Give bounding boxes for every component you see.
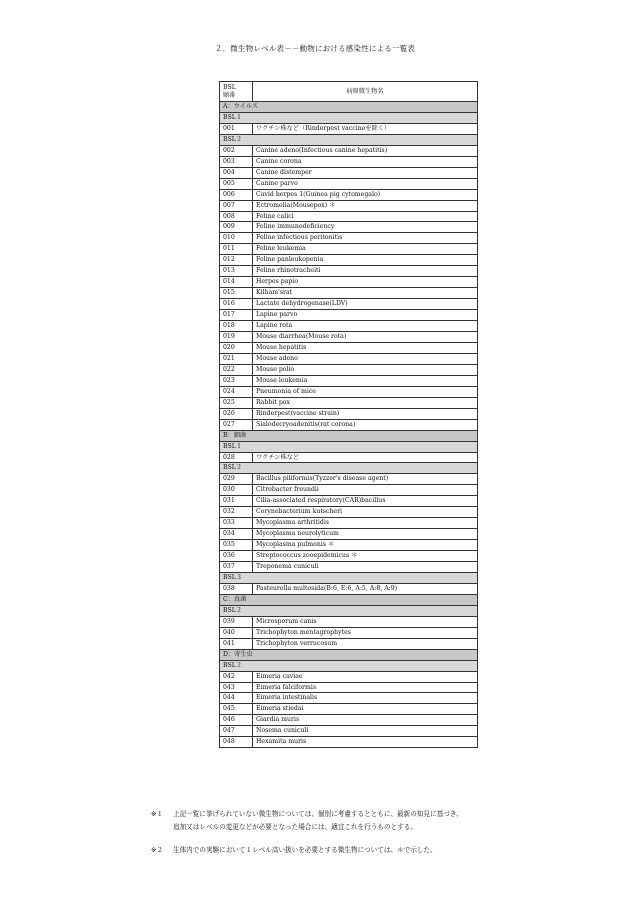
table-row	[220, 233, 478, 244]
order-number: 021	[220, 353, 253, 364]
table-row	[220, 529, 478, 540]
pathogen-name: Eimeria caviae	[253, 671, 478, 682]
pathogen-name: Herpes papio	[253, 277, 478, 288]
category-label: B：細菌	[220, 430, 478, 441]
pathogen-name: Citrobacter freundii	[253, 485, 478, 496]
order-number: 041	[220, 638, 253, 649]
order-number: 010	[220, 233, 253, 244]
table-row	[220, 704, 478, 715]
table-row	[220, 737, 478, 748]
category-label: C：真菌	[220, 594, 478, 605]
order-number: 025	[220, 397, 253, 408]
order-number: 016	[220, 299, 253, 310]
bsl-table	[219, 81, 478, 748]
order-number: 007	[220, 200, 253, 211]
bsl-level-row	[220, 112, 478, 123]
table-row	[220, 419, 478, 430]
order-number: 019	[220, 332, 253, 343]
pathogen-name: Feline calici	[253, 211, 478, 222]
table-row	[220, 638, 478, 649]
bsl-level-row	[220, 572, 478, 583]
footnote-mark: ※１	[151, 810, 164, 818]
category-label: D：寄生虫	[220, 649, 478, 660]
table-row	[220, 353, 478, 364]
table-row	[220, 518, 478, 529]
table-row	[220, 693, 478, 704]
header-bsl-cell	[220, 82, 253, 102]
bsl-level-label: BSL１	[220, 112, 478, 123]
bsl-level-row	[220, 660, 478, 671]
pathogen-name: Mouse hepatitis	[253, 342, 478, 353]
bsl-level-label: BSL２	[220, 605, 478, 616]
bsl-level-row	[220, 134, 478, 145]
order-number: 005	[220, 178, 253, 189]
order-number: 022	[220, 364, 253, 375]
order-number: 023	[220, 375, 253, 386]
pathogen-name: Cilia-associated respiratory(CAR)bacillus	[253, 496, 478, 507]
bsl-level-row	[220, 441, 478, 452]
pathogen-name: Feline leukemia	[253, 244, 478, 255]
order-number: 006	[220, 189, 253, 200]
page-title: ２．微生物レベル表－－動物における感染性による一覧表	[214, 44, 416, 53]
order-number: 031	[220, 496, 253, 507]
table-row	[220, 277, 478, 288]
pathogen-name: Corynebacterium kutscheri	[253, 507, 478, 518]
order-number: 042	[220, 671, 253, 682]
table-row	[220, 255, 478, 266]
order-number: 018	[220, 321, 253, 332]
order-number: 011	[220, 244, 253, 255]
pathogen-name: Mycoplasma arthritidis	[253, 518, 478, 529]
pathogen-name: Mouse adeno	[253, 353, 478, 364]
order-number: 048	[220, 737, 253, 748]
order-number: 034	[220, 529, 253, 540]
table-row	[220, 726, 478, 737]
table-row	[220, 386, 478, 397]
table-row	[220, 627, 478, 638]
table-row	[220, 321, 478, 332]
table-row	[220, 715, 478, 726]
order-number: 032	[220, 507, 253, 518]
table-row	[220, 364, 478, 375]
table-row	[220, 375, 478, 386]
pathogen-name: Sialodecryoadenitis(rat corona)	[253, 419, 478, 430]
table-row	[220, 562, 478, 573]
order-number: 014	[220, 277, 253, 288]
header-bsl: BSL	[223, 84, 236, 91]
pathogen-name: ワクチン株など	[253, 452, 478, 463]
footnote-text-continued: 追加又はレベルの変更などが必要となった場合には、適宜これを行うものとする。	[173, 823, 417, 831]
table-row	[220, 299, 478, 310]
pathogen-name: Feline immunodeficiency	[253, 222, 478, 233]
pathogen-name: Lapine parvo	[253, 310, 478, 321]
order-number: 002	[220, 145, 253, 156]
table-row	[220, 332, 478, 343]
order-number: 003	[220, 156, 253, 167]
table-row	[220, 342, 478, 353]
table-row	[220, 671, 478, 682]
table-row	[220, 397, 478, 408]
table-row	[220, 507, 478, 518]
table-row	[220, 200, 478, 211]
category-header-row	[220, 649, 478, 660]
pathogen-name: Canine distemper	[253, 167, 478, 178]
table-row	[220, 266, 478, 277]
pathogen-name: Eimeria falciformis	[253, 682, 478, 693]
order-number: 013	[220, 266, 253, 277]
table-row	[220, 156, 478, 167]
table-row	[220, 452, 478, 463]
pathogen-name: Lactate dehydrogenase(LDV)	[253, 299, 478, 310]
pathogen-name: Mouse diarrhea(Mouse rota)	[253, 332, 478, 343]
pathogen-name: Rinderpest(vaccine strain)	[253, 408, 478, 419]
pathogen-name: Pasteurella multosida(B:6, E:6, A:5, A:8, A:9)	[253, 583, 478, 594]
pathogen-name: Giardia muris	[253, 715, 478, 726]
pathogen-name: Mouse polio	[253, 364, 478, 375]
order-number: 045	[220, 704, 253, 715]
pathogen-name: Pneumonia of mice	[253, 386, 478, 397]
pathogen-name: Mycoplasma neurolyticum	[253, 529, 478, 540]
pathogen-name: ワクチン株など（Rinderpest vaccineを除く）	[253, 123, 478, 134]
table-row	[220, 123, 478, 134]
table-row	[220, 616, 478, 627]
order-number: 015	[220, 288, 253, 299]
table-row	[220, 178, 478, 189]
table-row	[220, 474, 478, 485]
footnotes	[151, 808, 611, 867]
table-row	[220, 540, 478, 551]
order-number: 029	[220, 474, 253, 485]
pathogen-name: Nosema cuniculi	[253, 726, 478, 737]
order-number: 026	[220, 408, 253, 419]
pathogen-name: Kilham'srat	[253, 288, 478, 299]
order-number: 035	[220, 540, 253, 551]
bsl-level-label: BSL２	[220, 134, 478, 145]
pathogen-name: Microsporum canis	[253, 616, 478, 627]
order-number: 039	[220, 616, 253, 627]
pathogen-name: Rabbit pox	[253, 397, 478, 408]
footnote-text: 上記一覧に挙げられていない微生物については、個別に考慮するとともに、最新の知見に基づき、	[173, 810, 463, 818]
pathogen-name: Cavid herpes 1(Guinea pig cytomegalo)	[253, 189, 478, 200]
footnote-text: 生体内での実験において１レベル高い扱いを必要とする微生物については、＊で示した。	[173, 846, 437, 854]
pathogen-name: Treponema cuniculi	[253, 562, 478, 573]
pathogen-name: Canine parvo	[253, 178, 478, 189]
order-number: 043	[220, 682, 253, 693]
table-row	[220, 485, 478, 496]
category-header-row	[220, 102, 478, 113]
pathogen-name: Canine adeno(Infectious canine hepatitis)	[253, 145, 478, 156]
table-row	[220, 682, 478, 693]
pathogen-name: Mycoplasma pulmonis ＊	[253, 540, 478, 551]
pathogen-name: Hexamita muris	[253, 737, 478, 748]
order-number: 033	[220, 518, 253, 529]
order-number: 009	[220, 222, 253, 233]
header-name: 病原微生物名	[253, 82, 478, 102]
table-row	[220, 244, 478, 255]
order-number: 038	[220, 583, 253, 594]
table-row	[220, 222, 478, 233]
pathogen-name: Trichophyton verrucosum	[253, 638, 478, 649]
table-row	[220, 189, 478, 200]
pathogen-name: Feline panleukopenia	[253, 255, 478, 266]
order-number: 004	[220, 167, 253, 178]
category-header-row	[220, 594, 478, 605]
pathogen-name: Trichophyton mentagrophytes	[253, 627, 478, 638]
table-row	[220, 551, 478, 562]
category-header-row	[220, 430, 478, 441]
footnote-2	[151, 844, 611, 857]
pathogen-name: Feline infectious peritonitis	[253, 233, 478, 244]
bsl-level-label: BSL２	[220, 463, 478, 474]
table-header-row	[220, 82, 478, 102]
order-number: 030	[220, 485, 253, 496]
order-number: 008	[220, 211, 253, 222]
pathogen-name: Lapine rota	[253, 321, 478, 332]
bsl-level-row	[220, 463, 478, 474]
order-number: 020	[220, 342, 253, 353]
table-row	[220, 583, 478, 594]
pathogen-name: Ectromelia(Mousepox) ＊	[253, 200, 478, 211]
bsl-level-label: BSL２	[220, 660, 478, 671]
table-row	[220, 496, 478, 507]
order-number: 047	[220, 726, 253, 737]
table-row	[220, 310, 478, 321]
bsl-level-row	[220, 605, 478, 616]
bsl-level-label: BSL３	[220, 572, 478, 583]
pathogen-name: Canine corona	[253, 156, 478, 167]
order-number: 024	[220, 386, 253, 397]
category-label: A：ウイルス	[220, 102, 478, 113]
order-number: 037	[220, 562, 253, 573]
order-number: 017	[220, 310, 253, 321]
order-number: 044	[220, 693, 253, 704]
pathogen-name: Mouse leukemia	[253, 375, 478, 386]
header-order: 順番	[223, 92, 236, 99]
pathogen-name: Bacillus piliformis(Tyzzer's disease agent)	[253, 474, 478, 485]
order-number: 028	[220, 452, 253, 463]
order-number: 040	[220, 627, 253, 638]
table-row	[220, 167, 478, 178]
order-number: 046	[220, 715, 253, 726]
pathogen-name: Eimeria intestinalis	[253, 693, 478, 704]
table-row	[220, 408, 478, 419]
table-row	[220, 145, 478, 156]
table-row	[220, 211, 478, 222]
footnote-1	[151, 808, 611, 834]
order-number: 001	[220, 123, 253, 134]
order-number: 036	[220, 551, 253, 562]
bsl-level-label: BSL１	[220, 441, 478, 452]
pathogen-name: Eimeria stiedai	[253, 704, 478, 715]
footnote-mark: ※２	[151, 846, 164, 854]
order-number: 012	[220, 255, 253, 266]
pathogen-name: Feline rhinotracheiti	[253, 266, 478, 277]
table-row	[220, 288, 478, 299]
order-number: 027	[220, 419, 253, 430]
pathogen-name: Streptococcus zooepidemicus ＊	[253, 551, 478, 562]
